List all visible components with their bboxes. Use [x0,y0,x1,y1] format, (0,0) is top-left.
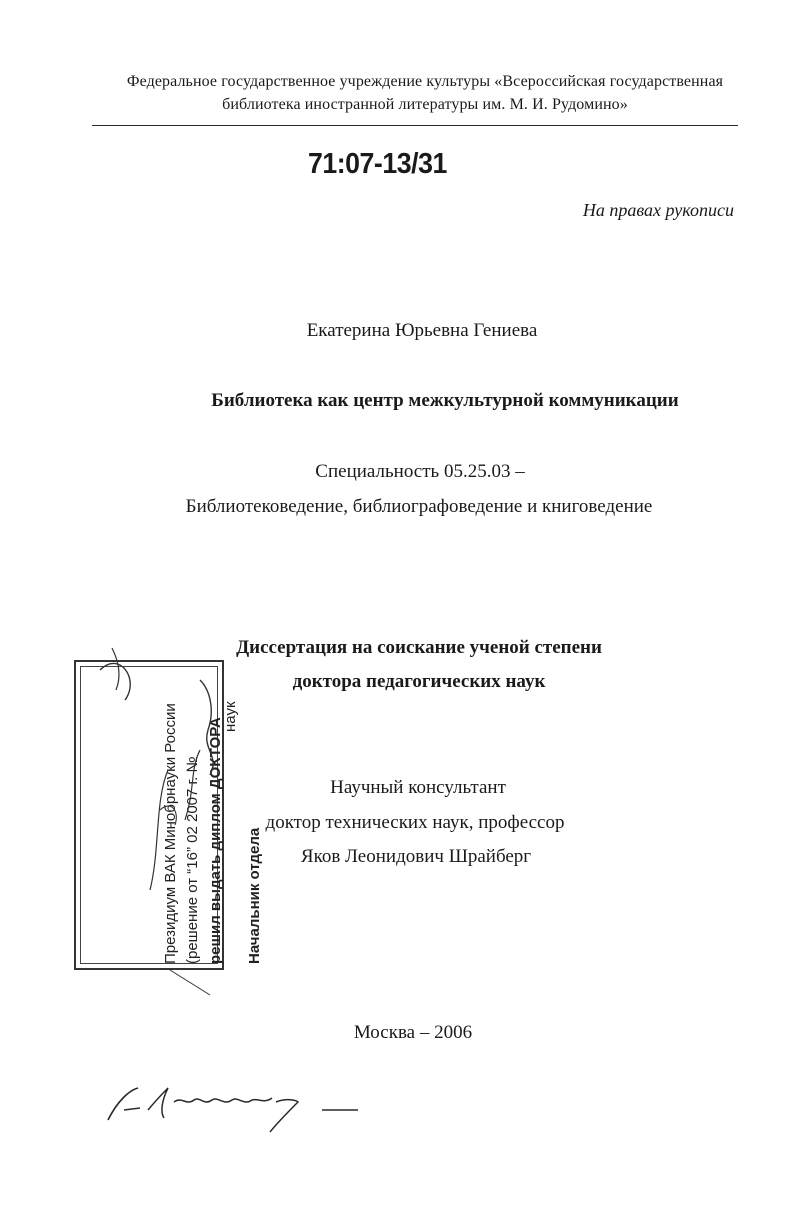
degree-sought-line-2: доктора педагогических наук [292,671,546,692]
consultant-degree: доктор технических наук, профессор [265,812,565,833]
catalog-code: 71:07-13/31 [308,148,447,180]
author-signature [100,1070,380,1140]
organization-line-1: Федеральное государственное учреждение культуры «Всероссийская государственная [126,73,724,90]
stamp-line-3: решил выдать диплом ДОКТОРА [207,717,224,964]
stamp-handwriting-svg [90,640,240,1000]
organization-header [60,70,790,116]
stamp-line-3b: наук [222,701,239,732]
rights-notice: На правах рукописи [582,200,734,220]
stamp-line-4: Начальник отдела [246,827,263,964]
specialty-field: Библиотековедение, библиографоведение и книговедение [185,496,653,517]
stamp-line-2: (решение от “16” 02 2007 г. № [184,756,201,964]
stamp-line-1: Президиум ВАК Минобрнауки России [162,703,179,964]
dissertation-title: Библиотека как центр межкультурной коммуникации [211,390,679,411]
consultant-name: Яков Леонидович Шрайберг [300,846,532,867]
place-and-year: Москва – 2006 [353,1022,473,1043]
author-name: Екатерина Юрьевна Гениева [306,320,538,341]
degree-sought-line-1: Диссертация на соискание ученой степени [236,637,602,658]
organization-line-2: библиотека иностранной литературы им. М. И. Рудомино» [222,96,628,113]
specialty-code: Специальность 05.25.03 – [315,461,525,482]
stamp-handwriting [90,640,240,1000]
header-divider [92,125,738,126]
consultant-role: Научный консультант [330,777,506,798]
signature-svg [100,1070,380,1140]
